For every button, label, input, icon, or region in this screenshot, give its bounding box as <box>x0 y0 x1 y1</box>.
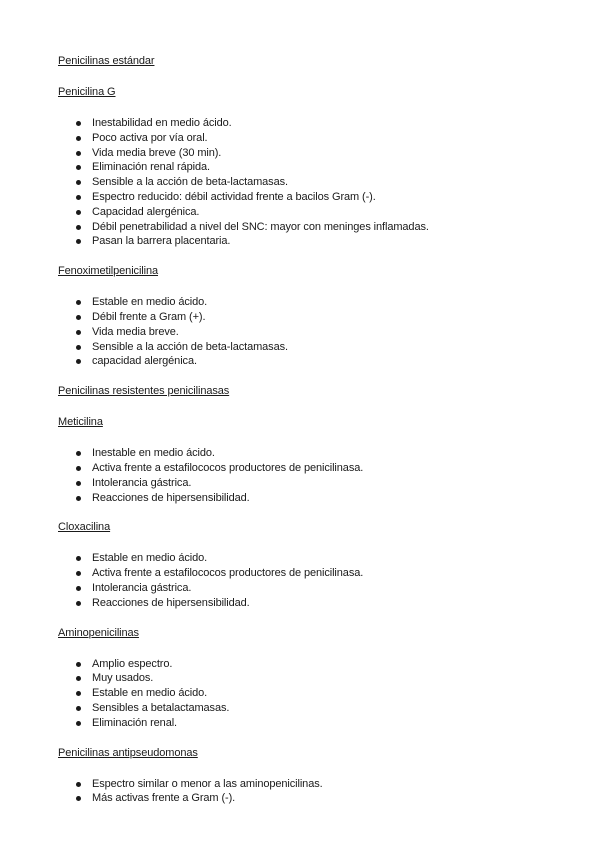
section-heading-fenoximetilpenicilina: Fenoximetilpenicilina <box>58 265 159 278</box>
list-item: Inestabilidad en medio ácido. <box>58 116 558 131</box>
document-page <box>58 54 558 821</box>
list-item: Capacidad alergénica. <box>58 205 558 220</box>
list-item: Intolerancia gástrica. <box>58 476 558 491</box>
list-item: Reacciones de hipersensibilidad. <box>58 596 558 611</box>
section-heading-penicilinas-estandar: Penicilinas estándar <box>58 55 155 67</box>
list-item: Reacciones de hipersensibilidad. <box>58 491 558 506</box>
list-item: Espectro reducido: débil actividad frente a bacilos Gram (-). <box>58 190 558 205</box>
list-item: Vida media breve. <box>58 325 558 340</box>
list-item: Inestable en medio ácido. <box>58 446 558 461</box>
list-item: Intolerancia gástrica. <box>58 581 558 596</box>
list-item: Sensible a la acción de beta-lactamasas. <box>58 340 558 355</box>
list-item: Sensibles a betalactamasas. <box>58 701 558 716</box>
list-item: Eliminación renal. <box>58 716 558 731</box>
list-item: Espectro similar o menor a las aminopenicilinas. <box>58 777 558 792</box>
cloxacilina-list <box>58 551 558 610</box>
antipseudomonas-list <box>58 777 558 807</box>
aminopenicilinas-list <box>58 657 558 731</box>
list-item: Estable en medio ácido. <box>58 295 558 310</box>
list-item: capacidad alergénica. <box>58 354 558 369</box>
list-item: Vida media breve (30 min). <box>58 146 558 161</box>
section-heading-penicilinas-antipseudomonas: Penicilinas antipseudomonas <box>58 746 198 759</box>
fenoximetilpenicilina-list <box>58 295 558 369</box>
penicilina-g-list <box>58 116 558 249</box>
list-item: Estable en medio ácido. <box>58 686 558 701</box>
list-item: Poco activa por vía oral. <box>58 131 558 146</box>
section-heading-meticilina: Meticilina <box>58 416 103 429</box>
section-heading-cloxacilina: Cloxacilina <box>58 521 111 534</box>
list-item: Eliminación renal rápida. <box>58 160 558 175</box>
list-item: Amplio espectro. <box>58 657 558 672</box>
list-item: Débil frente a Gram (+). <box>58 310 558 325</box>
section-heading-penicilinas-resistentes: Penicilinas resistentes penicilinasas <box>58 385 230 398</box>
list-item: Más activas frente a Gram (-). <box>58 791 558 806</box>
section-heading-penicilina-g: Penicilina G <box>58 86 116 98</box>
list-item: Estable en medio ácido. <box>58 551 558 566</box>
list-item: Muy usados. <box>58 671 558 686</box>
list-item: Activa frente a estafilococos productores de penicilinasa. <box>58 566 558 581</box>
list-item: Sensible a la acción de beta-lactamasas. <box>58 175 558 190</box>
meticilina-list <box>58 446 558 505</box>
section-heading-aminopenicilinas: Aminopenicilinas <box>58 626 139 639</box>
list-item: Activa frente a estafilococos productores de penicilinasa. <box>58 461 558 476</box>
list-item: Débil penetrabilidad a nivel del SNC: mayor con meninges inflamadas. <box>58 220 558 235</box>
list-item: Pasan la barrera placentaria. <box>58 234 558 249</box>
